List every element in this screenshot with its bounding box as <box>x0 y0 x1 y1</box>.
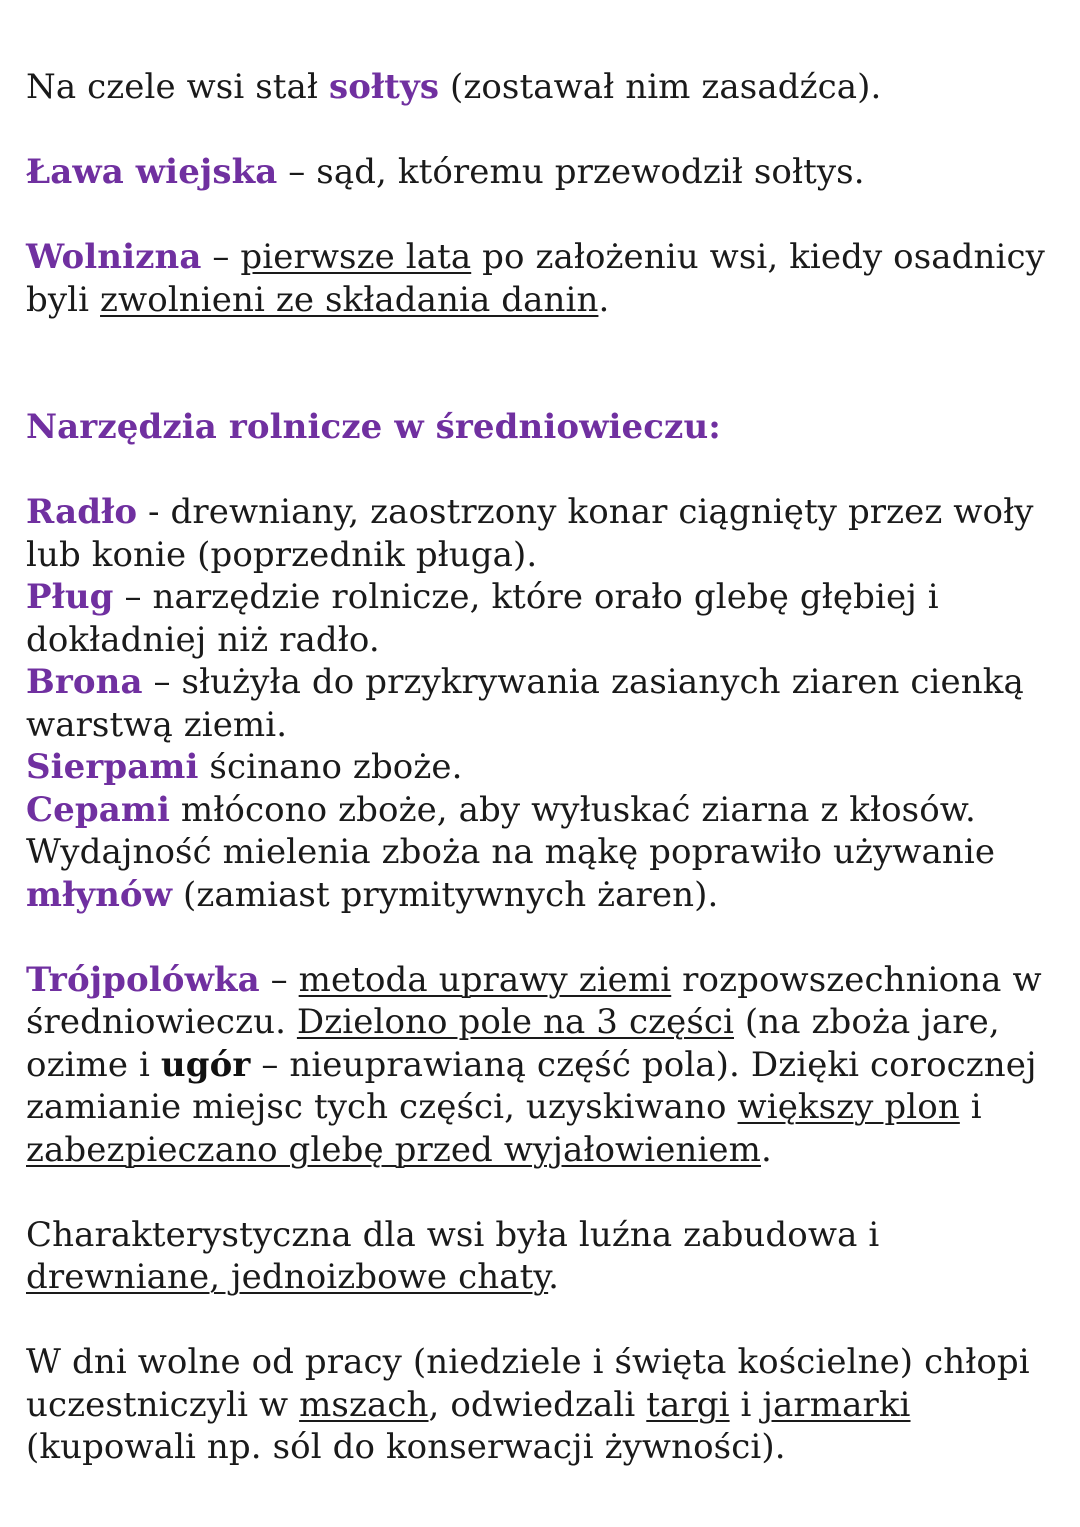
text: (na zboża jare, ozime i <box>26 1002 1000 1085</box>
spacer <box>26 1299 1066 1342</box>
paragraph-brona <box>26 661 1066 746</box>
text: Charakterystyczna dla wsi była luźna zabudowa i <box>26 1214 880 1255</box>
paragraph-zabudowa <box>26 1214 1066 1299</box>
paragraph-wolnizna <box>26 236 1066 321</box>
spacer <box>26 194 1066 237</box>
text: i <box>959 1087 982 1127</box>
term-soltys: sołtys <box>328 67 440 107</box>
underlined-text: metoda uprawy ziemi <box>298 959 672 1000</box>
term-mlyny: młynów <box>26 874 173 915</box>
text: – służyła do przykrywania zasianych ziaren cienką warstwą ziemi. <box>26 662 1024 745</box>
text: rozpowszechniona w średniowieczu. <box>26 959 1042 1042</box>
underlined-text: większy plon <box>737 1087 960 1127</box>
bold-term-ugor: ugór <box>160 1044 251 1085</box>
text: – sąd, któremu przewodził sołtys. <box>277 152 865 192</box>
text: Na czele wsi stał <box>26 67 329 107</box>
paragraph-dni-wolne <box>26 1341 1066 1469</box>
term-lawa-wiejska: Ława wiejska <box>26 152 278 192</box>
spacer <box>26 321 1066 406</box>
paragraph-plug <box>26 576 1066 661</box>
section-heading: Narzędzia rolnicze w średniowieczu: <box>26 407 721 447</box>
text: – nieuprawianą część pola). Dzięki corocznej zamianie miejsc tych części, uzyskiwano <box>26 1044 1037 1127</box>
text: . <box>760 1129 772 1170</box>
term-wolnizna: Wolnizna <box>26 237 202 277</box>
text: . <box>548 1257 560 1297</box>
underlined-text: targi <box>646 1384 730 1425</box>
text: . <box>598 279 610 320</box>
text: (zostawał nim zasadźca). <box>439 67 882 107</box>
text: (kupowali np. sól do konserwacji żywności). <box>26 1427 786 1467</box>
text: – narzędzie rolnicze, które orało glebę głębiej i dokładniej niż radło. <box>26 577 939 660</box>
underlined-text: jarmarki <box>762 1384 911 1425</box>
underlined-text: Dzielono pole na 3 części <box>296 1002 734 1042</box>
text: i <box>729 1384 763 1425</box>
term-cepy: Cepami <box>26 789 170 830</box>
paragraph-trojpolowka <box>26 959 1066 1172</box>
paragraph-sierpy <box>26 746 1066 789</box>
text: ścinano zboże. <box>198 747 463 787</box>
paragraph-radlo <box>26 491 1066 576</box>
spacer <box>26 916 1066 959</box>
term-sierpy: Sierpami <box>26 747 199 787</box>
underlined-text: zabezpieczano glebę przed wyjałowieniem <box>26 1129 761 1170</box>
text: – <box>259 959 299 1000</box>
text: młócono zboże, aby wyłuskać ziarna z kłosów. <box>170 789 976 830</box>
text: - drewniany, zaostrzony konar ciągnięty przez woły lub konie (poprzednik pługa). <box>26 492 1034 575</box>
term-trojpolowka: Trójpolówka <box>26 959 260 1000</box>
term-plug: Pług <box>26 577 114 617</box>
paragraph-cepy <box>26 789 1066 832</box>
spacer <box>26 449 1066 492</box>
text: po założeniu wsi, kiedy osadnicy byli <box>26 237 1045 320</box>
document-page <box>26 66 1066 1469</box>
spacer <box>26 1171 1066 1214</box>
underlined-text: mszach <box>299 1384 429 1425</box>
paragraph-soltys <box>26 66 1066 109</box>
text: Wydajność mielenia zboża na mąkę poprawiło używanie <box>26 832 996 872</box>
text: – <box>201 237 241 277</box>
underlined-text: drewniane, jednoizbowe chaty <box>26 1257 549 1297</box>
paragraph-lawa-wiejska <box>26 151 1066 194</box>
term-radlo: Radło <box>26 492 138 532</box>
underlined-text: zwolnieni ze składania danin <box>100 279 599 320</box>
text: (zamiast prymitywnych żaren). <box>172 874 719 915</box>
text: W dni wolne od pracy (niedziele i święta kościelne) chłopi uczestniczyli w <box>26 1342 1030 1425</box>
term-brona: Brona <box>26 662 143 702</box>
underlined-text: pierwsze lata <box>240 237 472 277</box>
text: , odwiedzali <box>428 1384 647 1425</box>
paragraph-mlyny <box>26 831 1066 916</box>
spacer <box>26 109 1066 152</box>
